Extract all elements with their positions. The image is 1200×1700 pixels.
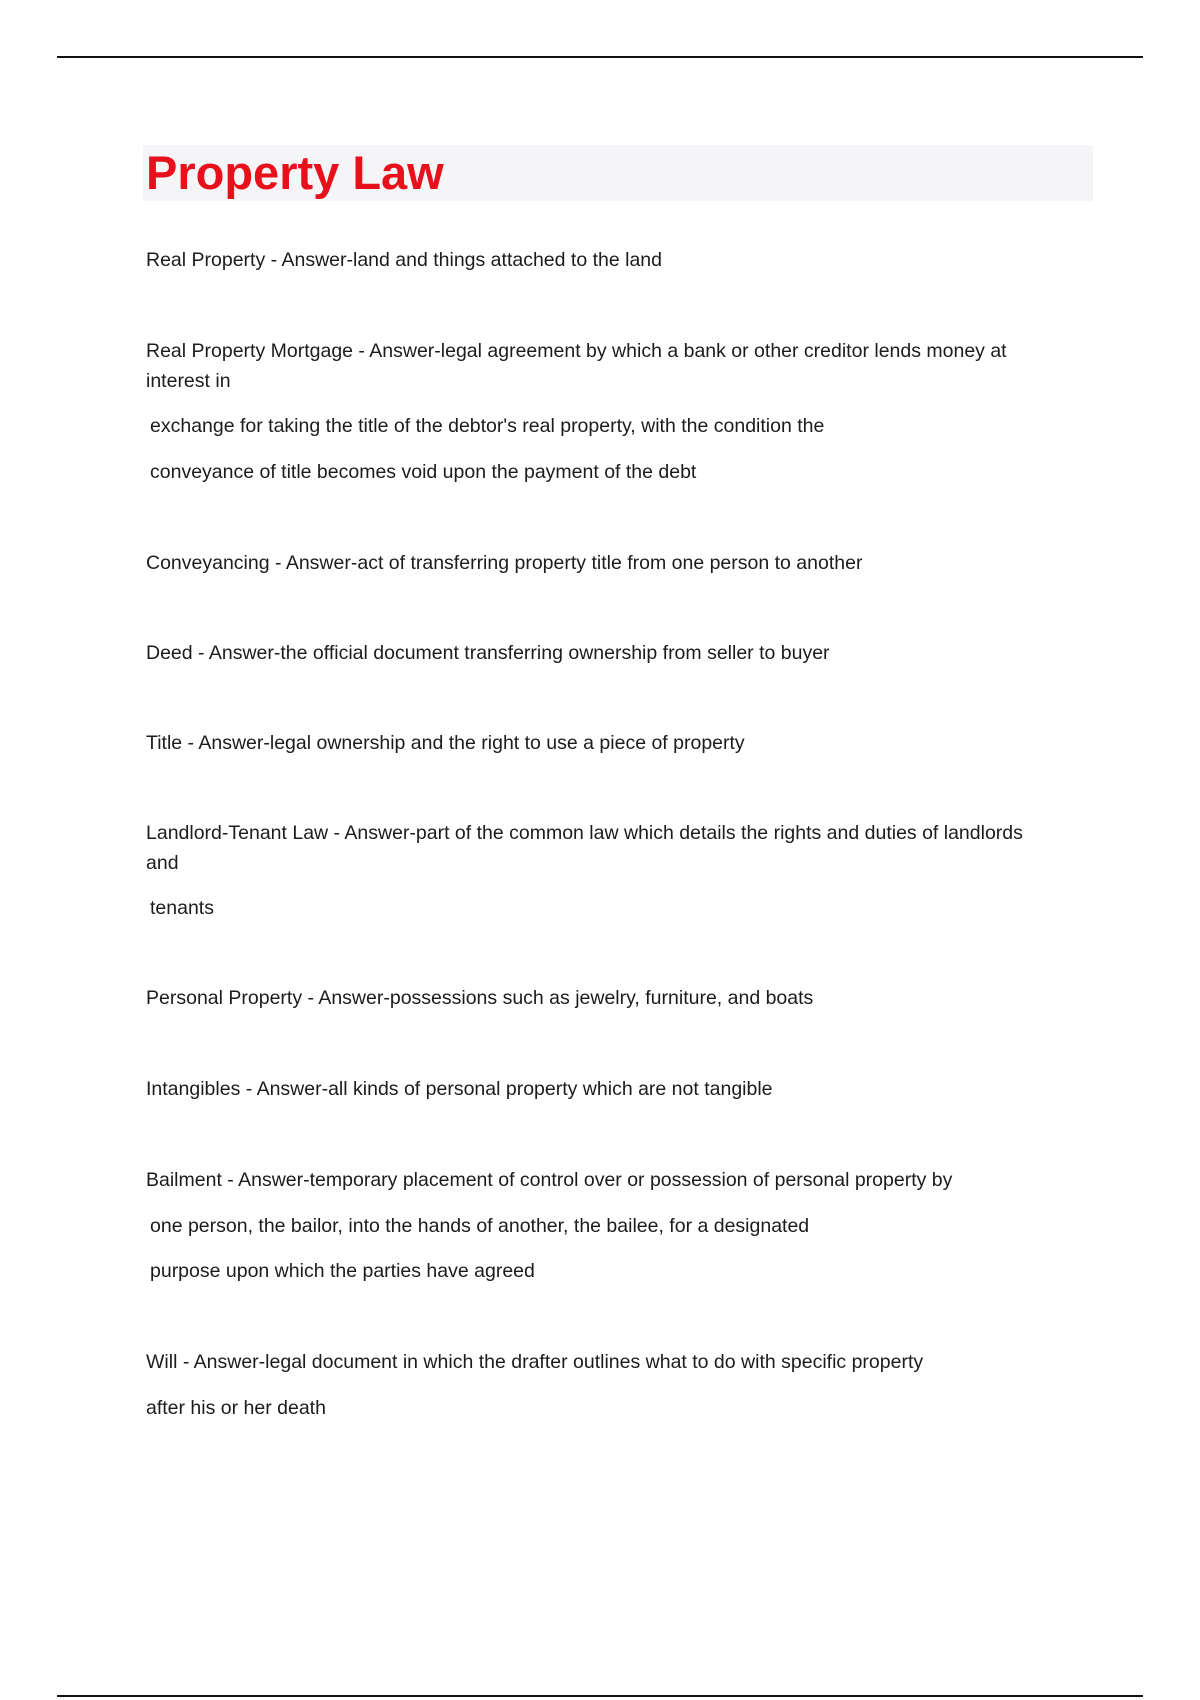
term-deed: Deed - Answer-the official document transferring ownership from seller to buyer	[146, 642, 830, 664]
term-intangibles: Intangibles - Answer-all kinds of personal property which are not tangible	[146, 1078, 773, 1100]
term-personal-property: Personal Property - Answer-possessions such as jewelry, furniture, and boats	[146, 987, 814, 1009]
page-title: Property Law	[146, 146, 444, 199]
term-real-property-mortgage: Real Property Mortgage - Answer-legal agreement by which a bank or other creditor lends money at	[146, 340, 1007, 362]
term-real-property: Real Property - Answer-land and things attached to the land	[146, 249, 662, 271]
term-landlord-tenant-law-cont-1: and	[146, 852, 179, 874]
term-will: Will - Answer-legal document in which the drafter outlines what to do with specific property	[146, 1351, 924, 1373]
term-landlord-tenant-law-cont-2: tenants	[150, 897, 214, 919]
term-real-property-mortgage-cont-1: interest in	[146, 370, 231, 392]
term-bailment-cont-2: purpose upon which the parties have agreed	[150, 1260, 535, 1282]
term-landlord-tenant-law: Landlord-Tenant Law - Answer-part of the common law which details the rights and duties of landlords	[146, 822, 1023, 844]
term-bailment-cont-1: one person, the bailor, into the hands of another, the bailee, for a designated	[150, 1215, 810, 1237]
term-title: Title - Answer-legal ownership and the right to use a piece of property	[146, 732, 745, 754]
bottom-rule	[57, 1695, 1143, 1697]
term-real-property-mortgage-cont-3: conveyance of title becomes void upon the payment of the debt	[150, 461, 697, 483]
term-real-property-mortgage-cont-2: exchange for taking the title of the debtor's real property, with the condition the	[150, 415, 825, 437]
term-bailment: Bailment - Answer-temporary placement of control over or possession of personal property by	[146, 1169, 953, 1191]
term-conveyancing: Conveyancing - Answer-act of transferring property title from one person to another	[146, 552, 863, 574]
top-rule	[57, 56, 1143, 58]
term-will-cont-1: after his or her death	[146, 1397, 326, 1419]
